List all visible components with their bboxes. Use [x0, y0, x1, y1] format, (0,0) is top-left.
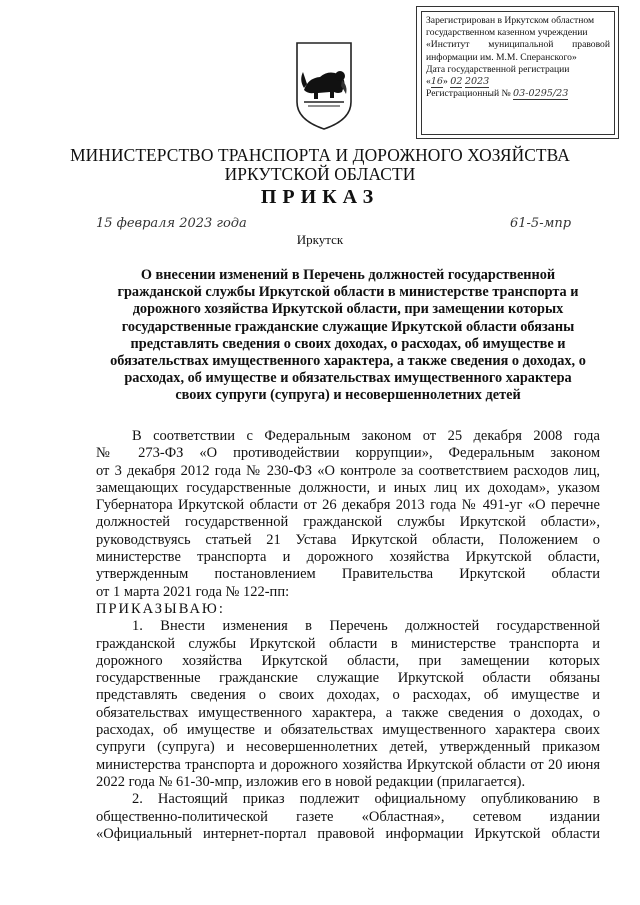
preamble-line: № 273-ФЗ «О противодействии коррупции», Федеральным законом — [96, 445, 600, 462]
item2-line: общественно-политической газете «Областная», сетевом издании — [96, 808, 600, 825]
title-line: государственные гражданские служащие Иркутской области обязаны — [121, 318, 575, 335]
title-line: гражданской службы Иркутской области в министерстве транспорта и — [117, 284, 579, 301]
item2-line: 2. Настоящий приказ подлежит официальному опубликованию в — [132, 791, 600, 808]
title-line: своих супруги (супруга) и несовершеннолетних детей — [175, 387, 521, 404]
item1-line: государственные гражданские служащие Иркутской области обязаны — [96, 670, 600, 687]
coat-of-arms-icon — [294, 40, 354, 132]
preamble-line: замещающих государственные должности, и иных лиц их доходам», указом — [96, 479, 600, 496]
item1-line: супруги (супруга) и несовершеннолетних детей, утвержденный приказом — [96, 739, 600, 756]
stamp-date-line — [426, 76, 610, 88]
stamp-date-day: 16 — [430, 76, 444, 88]
city: Иркутск — [296, 232, 344, 247]
preamble-line: В соответствии с Федеральным законом от 25 декабря 2008 года — [132, 428, 600, 444]
item1-line: министерства транспорта и дорожного хозяйства Иркутской области от 20 июня — [96, 756, 600, 773]
stamp-date-quote: « — [426, 76, 431, 88]
stamp-reg-label: Регистрационный № — [426, 88, 511, 100]
preamble-line: Губернатора Иркутской области от 26 декабря 2013 года № 491-уг «О перечне — [96, 497, 600, 514]
preamble-line: министерстве транспорта и дорожного хозяйства Иркутской области, — [96, 549, 600, 566]
stamp-reg-line — [426, 88, 610, 100]
signed-date: 15 февраля 2023 года — [96, 216, 247, 231]
order-word: ПРИКАЗЫВАЮ: — [96, 600, 225, 617]
ministry-name-line1: МИНИСТЕРСТВО ТРАНСПОРТА И ДОРОЖНОГО ХОЗЯЙСТВА — [70, 145, 570, 165]
stamp-date-quote: » — [443, 76, 448, 88]
preamble-line: от 1 марта 2021 года № 122-пп: — [96, 583, 290, 600]
title-line: О внесении изменений в Перечень должностей государственной — [140, 267, 556, 283]
preamble-line: руководствуясь статьей 21 Устава Иркутской области, Положением о — [96, 531, 600, 548]
item1-line: гражданской службы Иркутской области в министерстве транспорта и — [96, 635, 600, 652]
preamble-line: утвержденным постановлением Правительства Иркутской области — [96, 566, 600, 583]
stamp-line: Зарегистрирован в Иркутском областном — [426, 15, 595, 26]
title-line: расходах, об имуществе и обязательствах имущественного характера — [124, 370, 572, 387]
stamp-date-month: 02 — [450, 76, 463, 88]
stamp-line: информации им. М.М. Сперанского» — [426, 51, 577, 63]
document-type: ПРИКАЗ — [260, 186, 380, 208]
stamp-date-year: 2023 — [464, 76, 490, 88]
title-line: представлять сведения о своих доходах, о расходах, об имуществе и — [130, 335, 566, 352]
registration-stamp — [416, 6, 619, 139]
stamp-line: государственном казенном учреждении — [426, 27, 588, 39]
title-line: обязательствах имущественного характера, а также сведения о доходах, о — [110, 353, 586, 370]
stamp-line: «Институт муниципальной правовой — [426, 39, 610, 51]
item1-line: представлять сведения о своих доходах, о расходах, об имуществе и — [96, 687, 600, 704]
item2-line: «Официальный интернет-портал правовой информации Иркутской области — [96, 825, 600, 842]
item1-line: 2022 года № 61-30-мпр, изложив его в новой редакции (прилагается). — [96, 773, 526, 790]
document-title — [96, 267, 600, 405]
preamble-line: от 3 декабря 2012 года № 230-ФЗ «О контроле за соответствием расходов лиц, — [96, 462, 600, 479]
item1-line: обязательствах имущественного характера, а также сведения о доходах, о — [96, 704, 600, 721]
document-body — [96, 428, 600, 843]
item1-line: дорожного хозяйства Иркутской области, при замещении которых — [96, 652, 600, 669]
preamble-line: должностей государственной гражданской службы Иркутской области», — [96, 514, 600, 531]
stamp-line: Дата государственной регистрации — [426, 63, 570, 75]
order-number: 61-5-мпр — [510, 216, 572, 231]
ministry-name-line2: ИРКУТСКОЙ ОБЛАСТИ — [224, 164, 416, 184]
title-line: дорожного хозяйства Иркутской области, при замещении которых — [132, 301, 564, 318]
item1-line: расходах, об имуществе и обязательствах имущественного характера своих — [96, 722, 600, 739]
registration-stamp-inner — [421, 11, 615, 135]
item1-line: 1. Внести изменения в Перечень должностей государственной — [132, 618, 600, 635]
stamp-reg-number: 03-0295/23 — [513, 88, 569, 100]
